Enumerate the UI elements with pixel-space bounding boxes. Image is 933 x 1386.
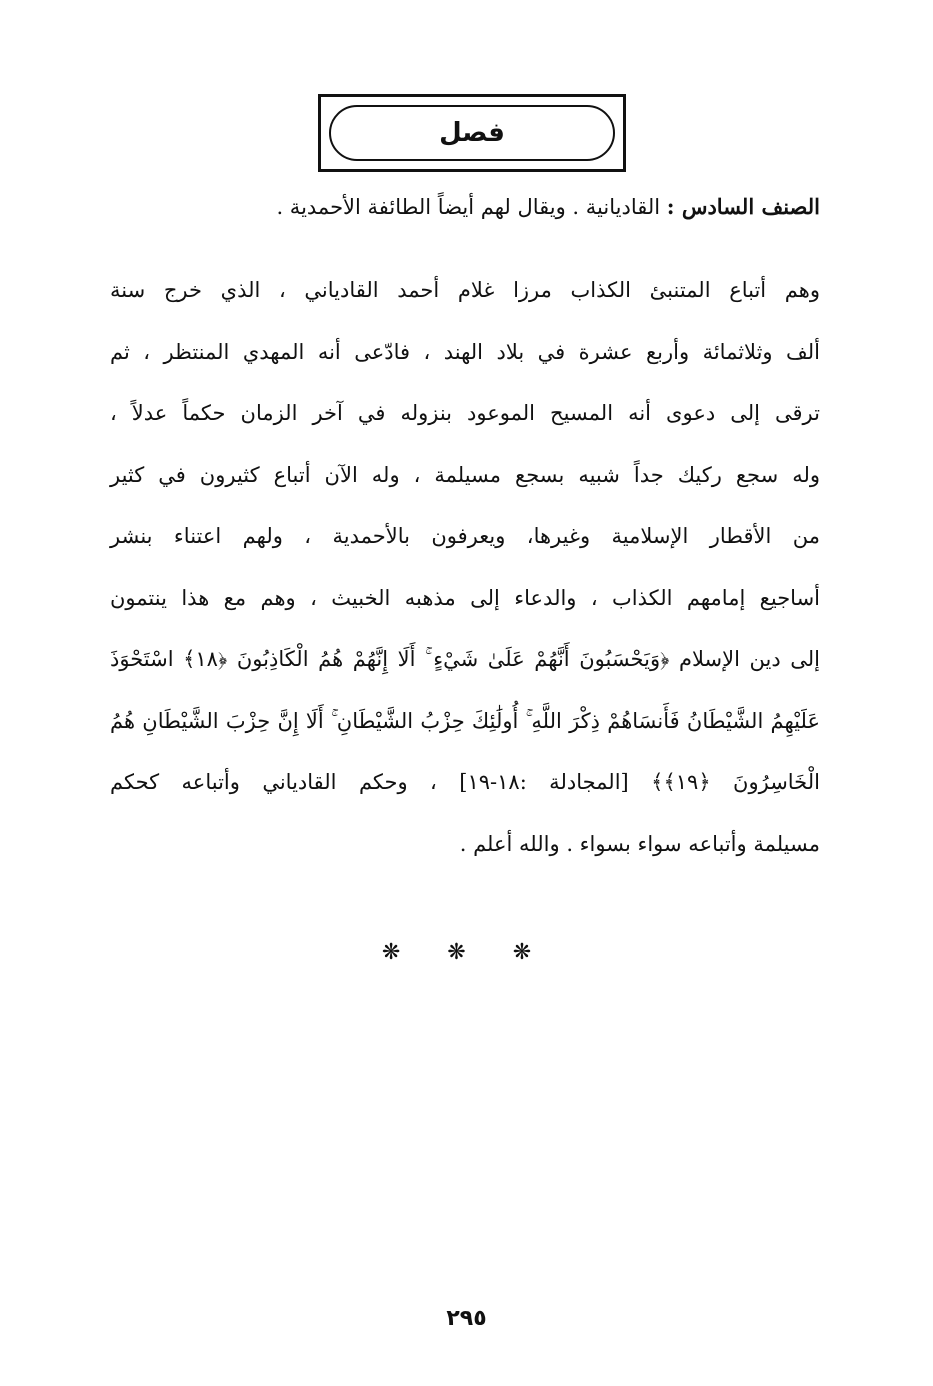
body-line: الْخَاسِرُونَ ﴿١٩﴾﴾ [المجادلة :١٨-١٩] ، وحكم القادياني وأتباعه كحكم	[110, 770, 820, 794]
intro-text: القاديانية . ويقال لهم أيضاً الطائفة الأحمدية .	[276, 195, 667, 219]
page-number: ٢٩٥	[446, 1306, 487, 1331]
body-paragraph	[110, 260, 820, 875]
intro-line	[110, 194, 820, 219]
section-title: فصل	[439, 118, 505, 148]
title-frame	[318, 94, 626, 172]
body-line: ترقى إلى دعوى أنه المسيح الموعود بنزوله في آخر الزمان حكماً عدلاً ،	[110, 401, 820, 425]
intro-label: الصنف السادس :	[666, 194, 820, 219]
body-line: مسيلمة وأتباعه سواء بسواء . والله أعلم .	[459, 831, 820, 856]
body-line: من الأقطار الإسلامية وغيرها، ويعرفون بالأحمدية ، ولهم اعتناء بنشر	[110, 524, 820, 548]
body-line: ألف وثلاثمائة وأربع عشرة في بلاد الهند ، فادّعى أنه المهدي المنتظر ، ثم	[110, 339, 820, 364]
section-separator: ❋ ❋ ❋	[381, 940, 552, 965]
body-line: وهم أتباع المتنبئ الكذاب مرزا غلام أحمد القادياني ، الذي خرج سنة	[110, 278, 820, 302]
body-line: إلى دين الإسلام ﴿وَيَحْسَبُونَ أَنَّهُمْ عَلَىٰ شَيْءٍ ۚ أَلَا إِنَّهُمْ هُمُ الْكَاذِبُونَ ﴿١٨﴾ اسْتَحْوَذَ	[110, 647, 820, 671]
body-line: وله سجع ركيك جداً شبيه بسجع مسيلمة ، وله الآن أتباع كثيرون في كثير	[110, 462, 820, 487]
body-line: عَلَيْهِمُ الشَّيْطَانُ فَأَنسَاهُمْ ذِكْرَ اللَّهِ ۚ أُولَٰئِكَ حِزْبُ الشَّيْطَانِ ۚ أَلَا إِنَّ حِزْبَ الشَّيْطَانِ هُمُ	[110, 708, 820, 733]
body-line: أساجيع إمامهم الكذاب ، والدعاء إلى مذهبه الخبيث ، وهم مع هذا ينتمون	[110, 585, 820, 610]
title-frame-inner	[329, 105, 615, 161]
